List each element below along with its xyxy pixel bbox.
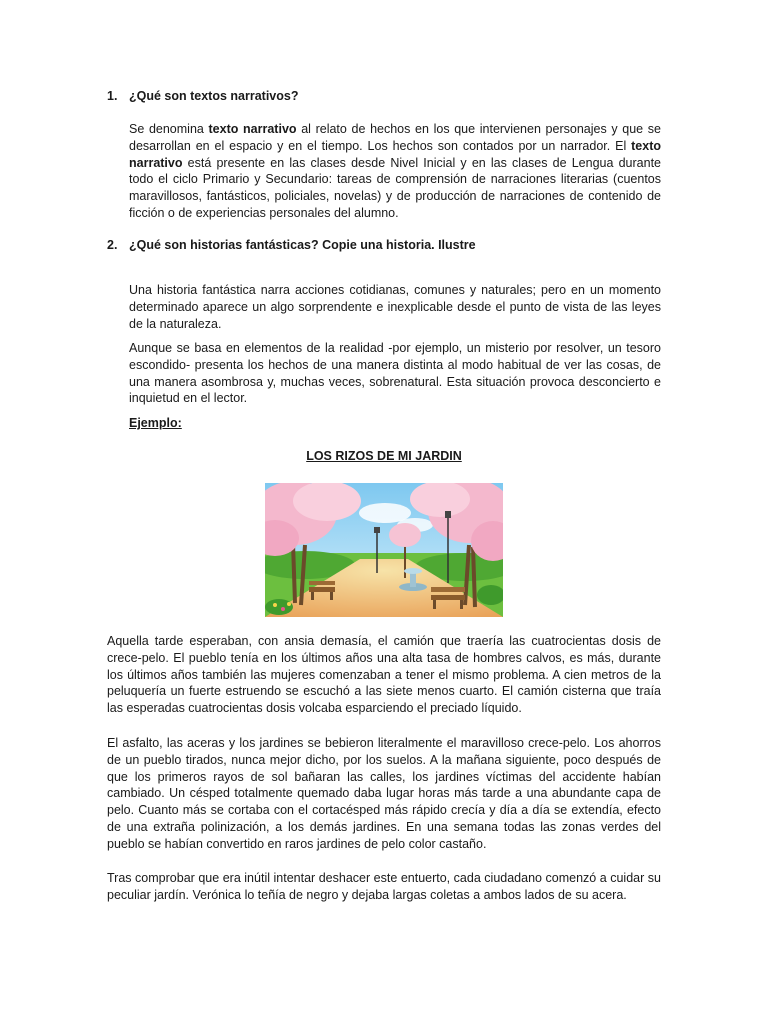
- cherry-blossom-park-illustration: [265, 483, 503, 617]
- question-1-answer: [129, 121, 661, 222]
- question-1-title: ¿Qué son textos narrativos?: [129, 89, 299, 103]
- bold-term: texto narrativo: [129, 138, 661, 170]
- story-paragraph-3: Tras comprobar que era inútil intentar deshacer este entuerto, cada ciudadano comenzó a cuidar su peculiar jardín. Verónica lo teñía de negro y dejaba largas coletas a ambos lados de su acera.: [107, 871, 661, 902]
- question-2-number: 2.: [107, 238, 118, 252]
- story-title: LOS RIZOS DE MI JARDIN: [306, 449, 462, 463]
- question-2-heading: [107, 237, 667, 253]
- bold-term: texto narrativo: [208, 122, 297, 136]
- fantasy-explanation-paragraph: Aunque se basa en elementos de la realidad -por ejemplo, un misterio por resolver, un tesoro escondido- presenta los hechos de una manera distinta al modo habitual de ver las cosas, de una manera asombrosa y, muchas veces, sobrenatural. Esta situación provoca desconcierto e inquietud en el lector.: [129, 341, 661, 406]
- story-paragraph-2: El asfalto, las aceras y los jardines se bebieron literalmente el maravilloso crece-pelo. Los ahorros de un pueblo tirados, nunca mejor dicho, por los suelos. A la mañana siguiente, poco después de que los primeros rayos de sol bañaran las calles, los jardines víctimas del accidente habían cambiado. Un césped totalmente quemado daba lugar horas más tarde a una abundante capa de pelo. Cuanto más se cortaba con el cortacésped más rápido crecía y día a día se extendía, efecto de una extraña polinización, a los demás jardines. En una semana todas las zonas verdes del pueblo se habían convertido en raros jardines de pelo color castaño.: [107, 736, 661, 851]
- fantasy-definition-paragraph: Una historia fantástica narra acciones cotidianas, comunes y naturales; pero en un momento determinado aparece un algo sorprendente e inexplicable desde el punto de vista de las leyes de la naturaleza.: [129, 283, 661, 331]
- question-2-title: ¿Qué son historias fantásticas? Copie una historia. Ilustre: [129, 238, 476, 252]
- question-1-heading: [107, 88, 667, 104]
- answer-text: Se denomina: [129, 122, 209, 136]
- answer-text: está presente en las clases desde Nivel Inicial y en las clases de Lengua durante todo el ciclo Primario y Secundario: tareas de comprensión de narraciones literarias (cuentos maravillosos, fantásticos, policiales, novelas) y de producción de narraciones de contenido de ficción o de experiencias personales del alumno.: [129, 155, 661, 220]
- answer-text: al relato de hechos en los que intervienen personajes y que se desarrollan en el espacio y en el tiempo. Los hechos son contados por un narrador. El: [129, 122, 661, 153]
- question-1-number: 1.: [107, 89, 118, 103]
- story-paragraph-1: Aquella tarde esperaban, con ansia demasía, el camión que traería las cuatrocientas dosis de crece-pelo. El pueblo tenía en los últimos años una alta tasa de hombres calvos, es más, durante los últimos años también las mujeres comenzaban a tener el mismo problema. A cien metros de la peluquería un fuerte estruendo se escuchó a las siete menos cuarto. El camión cisterna que traía las esperadas cuatrocientas dosis volcaba esparciendo el preciado líquido.: [107, 634, 661, 716]
- example-label: Ejemplo:: [129, 416, 182, 430]
